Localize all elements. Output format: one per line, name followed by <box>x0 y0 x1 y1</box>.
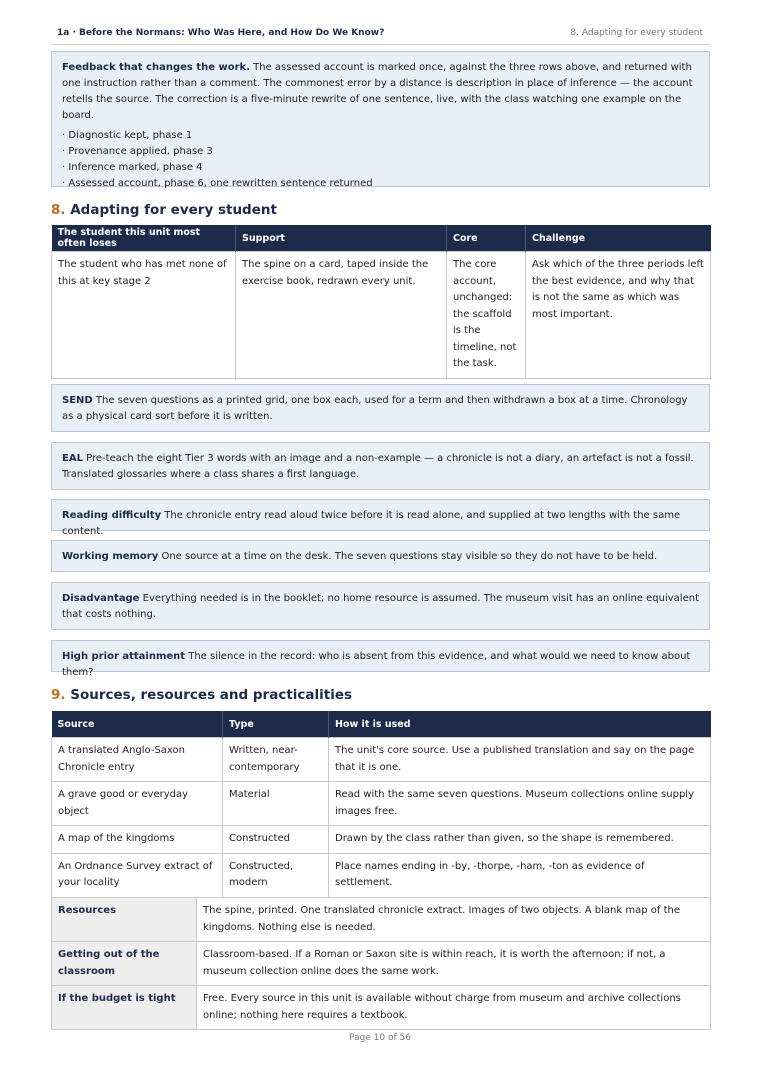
row-value: Classroom-based. If a Roman or Saxon site is within reach, it is worth the afternoon; if not, a museum collection online does the same work. <box>197 942 711 986</box>
note-text: Everything needed is in the booklet; no home resource is assumed. The museum visit has an online equivalent that costs nothing. <box>62 593 699 620</box>
send-note <box>51 384 710 432</box>
note-text: The chronicle entry read aloud twice before it is read alone, and supplied at two lengths with the same content. <box>62 510 681 537</box>
section-number: 8. <box>51 202 66 218</box>
high-prior-attainment-note <box>51 640 710 678</box>
table-cell: A grave good or everyday object <box>52 782 223 826</box>
eal-note <box>51 442 710 490</box>
list-item: · Provenance applied, phase 3 <box>62 146 213 157</box>
section-9-heading <box>51 687 352 703</box>
table-row <box>52 738 711 782</box>
feedback-text: The assessed account is marked once, against the three rows above, and returned with one instruction rather than a comment. The commonest error by a distance is description in place of inference — the account retells the source. The correction is a five-minute rewrite of one sentence, live, with the class watching one example on the board. <box>62 62 693 121</box>
running-header <box>57 28 703 42</box>
table-cell: An Ordnance Survey extract of your locality <box>52 853 223 897</box>
note-text: One source at a time on the desk. The seven questions stay visible so they do not have to be held. <box>161 551 658 562</box>
row-key: If the budget is tight <box>52 986 197 1030</box>
column-header: Core <box>447 225 526 252</box>
column-header: Challenge <box>526 225 711 252</box>
table-cell: Constructed <box>223 826 329 854</box>
row-key: Getting out of the classroom <box>52 942 197 986</box>
section-title: Sources, resources and practicalities <box>70 687 353 703</box>
list-item: · Assessed account, phase 6, one rewritten sentence returned <box>62 178 373 189</box>
note-text: Pre-teach the eight Tier 3 words with an image and a non-example — a chronicle is not a diary, an artefact is not a fossil. Translated glossaries where a class shares a first language. <box>62 453 694 480</box>
column-header: Type <box>223 711 329 738</box>
sources-table <box>51 711 711 898</box>
list-item: · Diagnostic kept, phase 1 <box>62 130 193 141</box>
table-row <box>52 252 711 379</box>
note-label: High prior attainment <box>62 651 186 662</box>
table-cell: Read with the same seven questions. Museum collections online supply images free. <box>329 782 711 826</box>
section-indicator: 8. Adapting for every student <box>570 28 703 38</box>
table-cell: Constructed, modern <box>223 853 329 897</box>
row-value: The spine, printed. One translated chronicle extract. Images of two objects. A blank map of the kingdoms. Nothing else is needed. <box>197 898 711 942</box>
row-key: Resources <box>52 898 197 942</box>
note-label: Disadvantage <box>62 593 140 604</box>
note-text: The silence in the record: who is absent from this evidence, and what would we need to know about them? <box>62 651 691 678</box>
practicalities-table <box>51 897 711 1030</box>
list-item: · Inference marked, phase 4 <box>62 162 203 173</box>
row-value: Free. Every source in this unit is available without charge from museum and archive collections online; nothing here requires a textbook. <box>197 986 711 1030</box>
column-header: The student this unit most often loses <box>52 225 236 252</box>
working-memory-note <box>51 540 710 572</box>
section-title: Adapting for every student <box>70 202 277 218</box>
reading-difficulty-note <box>51 499 710 537</box>
note-label: EAL <box>62 453 83 464</box>
section-number: 9. <box>51 687 66 703</box>
disadvantage-note <box>51 582 710 630</box>
table-header-row <box>52 225 711 252</box>
page-number: Page 10 of 56 <box>349 1033 411 1043</box>
table-cell: Place names ending in -by, -thorpe, -ham, -ton as evidence of settlement. <box>329 853 711 897</box>
header-rule <box>51 44 710 45</box>
table-row <box>52 853 711 897</box>
table-cell: Ask which of the three periods left the best evidence, and why that is not the same as which was most important. <box>526 252 711 379</box>
document-title: 1a · Before the Normans: Who Was Here, and How Do We Know? <box>57 28 385 38</box>
adapting-table <box>51 225 711 379</box>
table-cell: The core account, unchanged: the scaffold is the timeline, not the task. <box>447 252 526 379</box>
column-header: Support <box>236 225 447 252</box>
table-row <box>52 898 711 942</box>
table-cell: Written, near-contemporary <box>223 738 329 782</box>
table-cell: The spine on a card, taped inside the exercise book, redrawn every unit. <box>236 252 447 379</box>
feedback-callout <box>51 51 710 187</box>
column-header: How it is used <box>329 711 711 738</box>
note-label: SEND <box>62 395 93 406</box>
table-cell: A map of the kingdoms <box>52 826 223 854</box>
table-cell: The student who has met none of this at key stage 2 <box>52 252 236 379</box>
column-header: Source <box>52 711 223 738</box>
table-row <box>52 986 711 1030</box>
table-row <box>52 782 711 826</box>
table-row <box>52 826 711 854</box>
feedback-paragraph <box>62 60 699 124</box>
table-row <box>52 942 711 986</box>
note-text: The seven questions as a printed grid, one box each, used for a term and then withdrawn a box at a time. Chronology as a physical card sort before it is written. <box>62 395 688 422</box>
feedback-bullet-list <box>62 128 699 192</box>
table-cell: A translated Anglo-Saxon Chronicle entry <box>52 738 223 782</box>
note-label: Working memory <box>62 551 159 562</box>
table-cell: The unit's core source. Use a published translation and say on the page that it is one. <box>329 738 711 782</box>
table-header-row <box>52 711 711 738</box>
section-8-heading <box>51 202 277 218</box>
note-label: Reading difficulty <box>62 510 162 521</box>
table-cell: Drawn by the class rather than given, so the shape is remembered. <box>329 826 711 854</box>
feedback-lead: Feedback that changes the work. <box>62 62 250 73</box>
table-cell: Material <box>223 782 329 826</box>
